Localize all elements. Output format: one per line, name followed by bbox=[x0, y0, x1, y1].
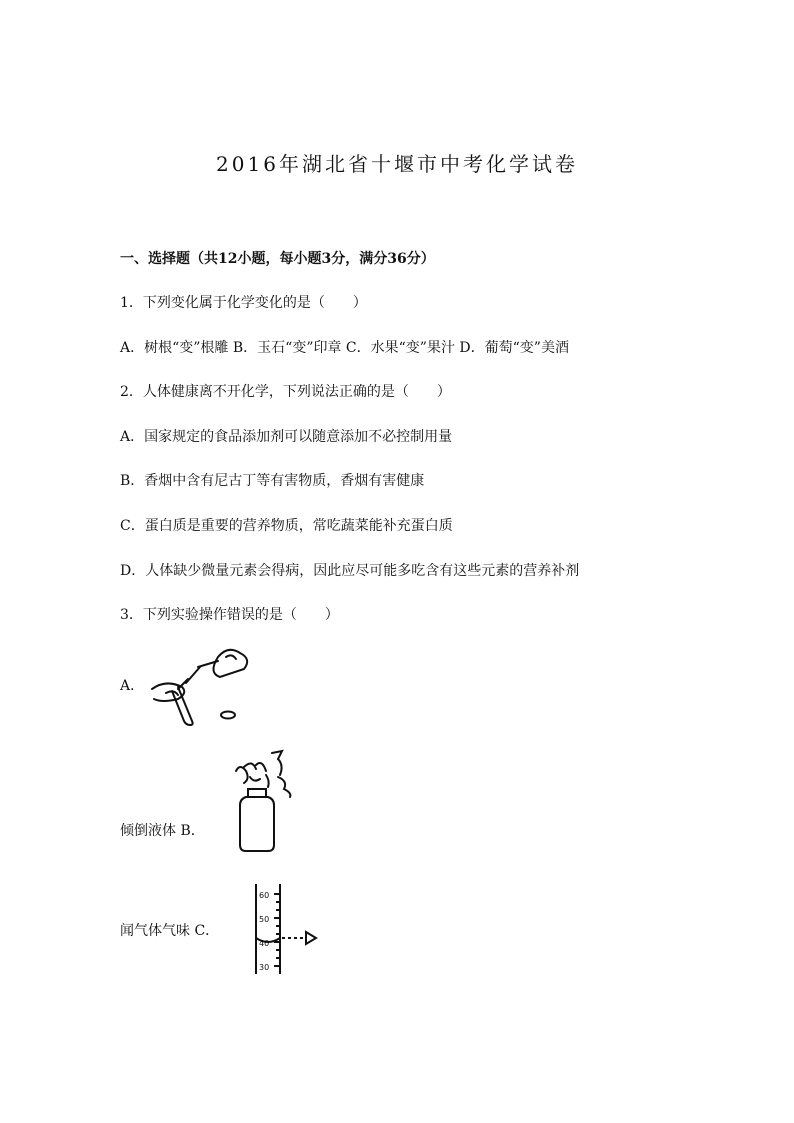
question-3-option-b-label: 倾倒液体 B． bbox=[120, 823, 205, 839]
tick-label-40: 40 bbox=[259, 939, 270, 948]
question-1-stem: 1．下列变化属于化学变化的是（ ） bbox=[120, 295, 367, 311]
graduated-cylinder-figure bbox=[250, 882, 325, 977]
tick-label-30: 30 bbox=[259, 963, 270, 972]
question-2-option-a: A．国家规定的食品添加剂可以随意添加不必控制用量 bbox=[120, 429, 453, 445]
question-3-option-c-label: 闻气体气味 C． bbox=[120, 923, 220, 939]
question-2-option-c: C．蛋白质是重要的营养物质，常吃蔬菜能补充蛋白质 bbox=[120, 518, 453, 534]
question-3-stem: 3．下列实验操作错误的是（ ） bbox=[120, 607, 339, 623]
question-2-option-d: D．人体缺少微量元素会得病，因此应尽可能多吃含有这些元素的营养补剂 bbox=[120, 563, 580, 579]
tick-label-60: 60 bbox=[259, 891, 270, 900]
question-2-option-b: B．香烟中含有尼古丁等有害物质，香烟有害健康 bbox=[120, 473, 425, 489]
gas-bottle-figure bbox=[226, 745, 301, 857]
question-1-options: A．树根“变”根雕 B．玉石“变”印章 C．水果“变”果汁 D．葡萄“变”美酒 bbox=[120, 340, 569, 356]
tick-label-50: 50 bbox=[259, 915, 270, 924]
section-heading: 一、选择题（共12小题，每小题3分，满分36分） bbox=[120, 251, 435, 267]
page-title: 2016年湖北省十堰市中考化学试卷 bbox=[216, 152, 578, 176]
dropper-test-tube-figure bbox=[148, 643, 258, 728]
question-3-option-a-label: A． bbox=[120, 678, 145, 694]
question-2-stem: 2．人体健康离不开化学，下列说法正确的是（ ） bbox=[120, 384, 451, 400]
